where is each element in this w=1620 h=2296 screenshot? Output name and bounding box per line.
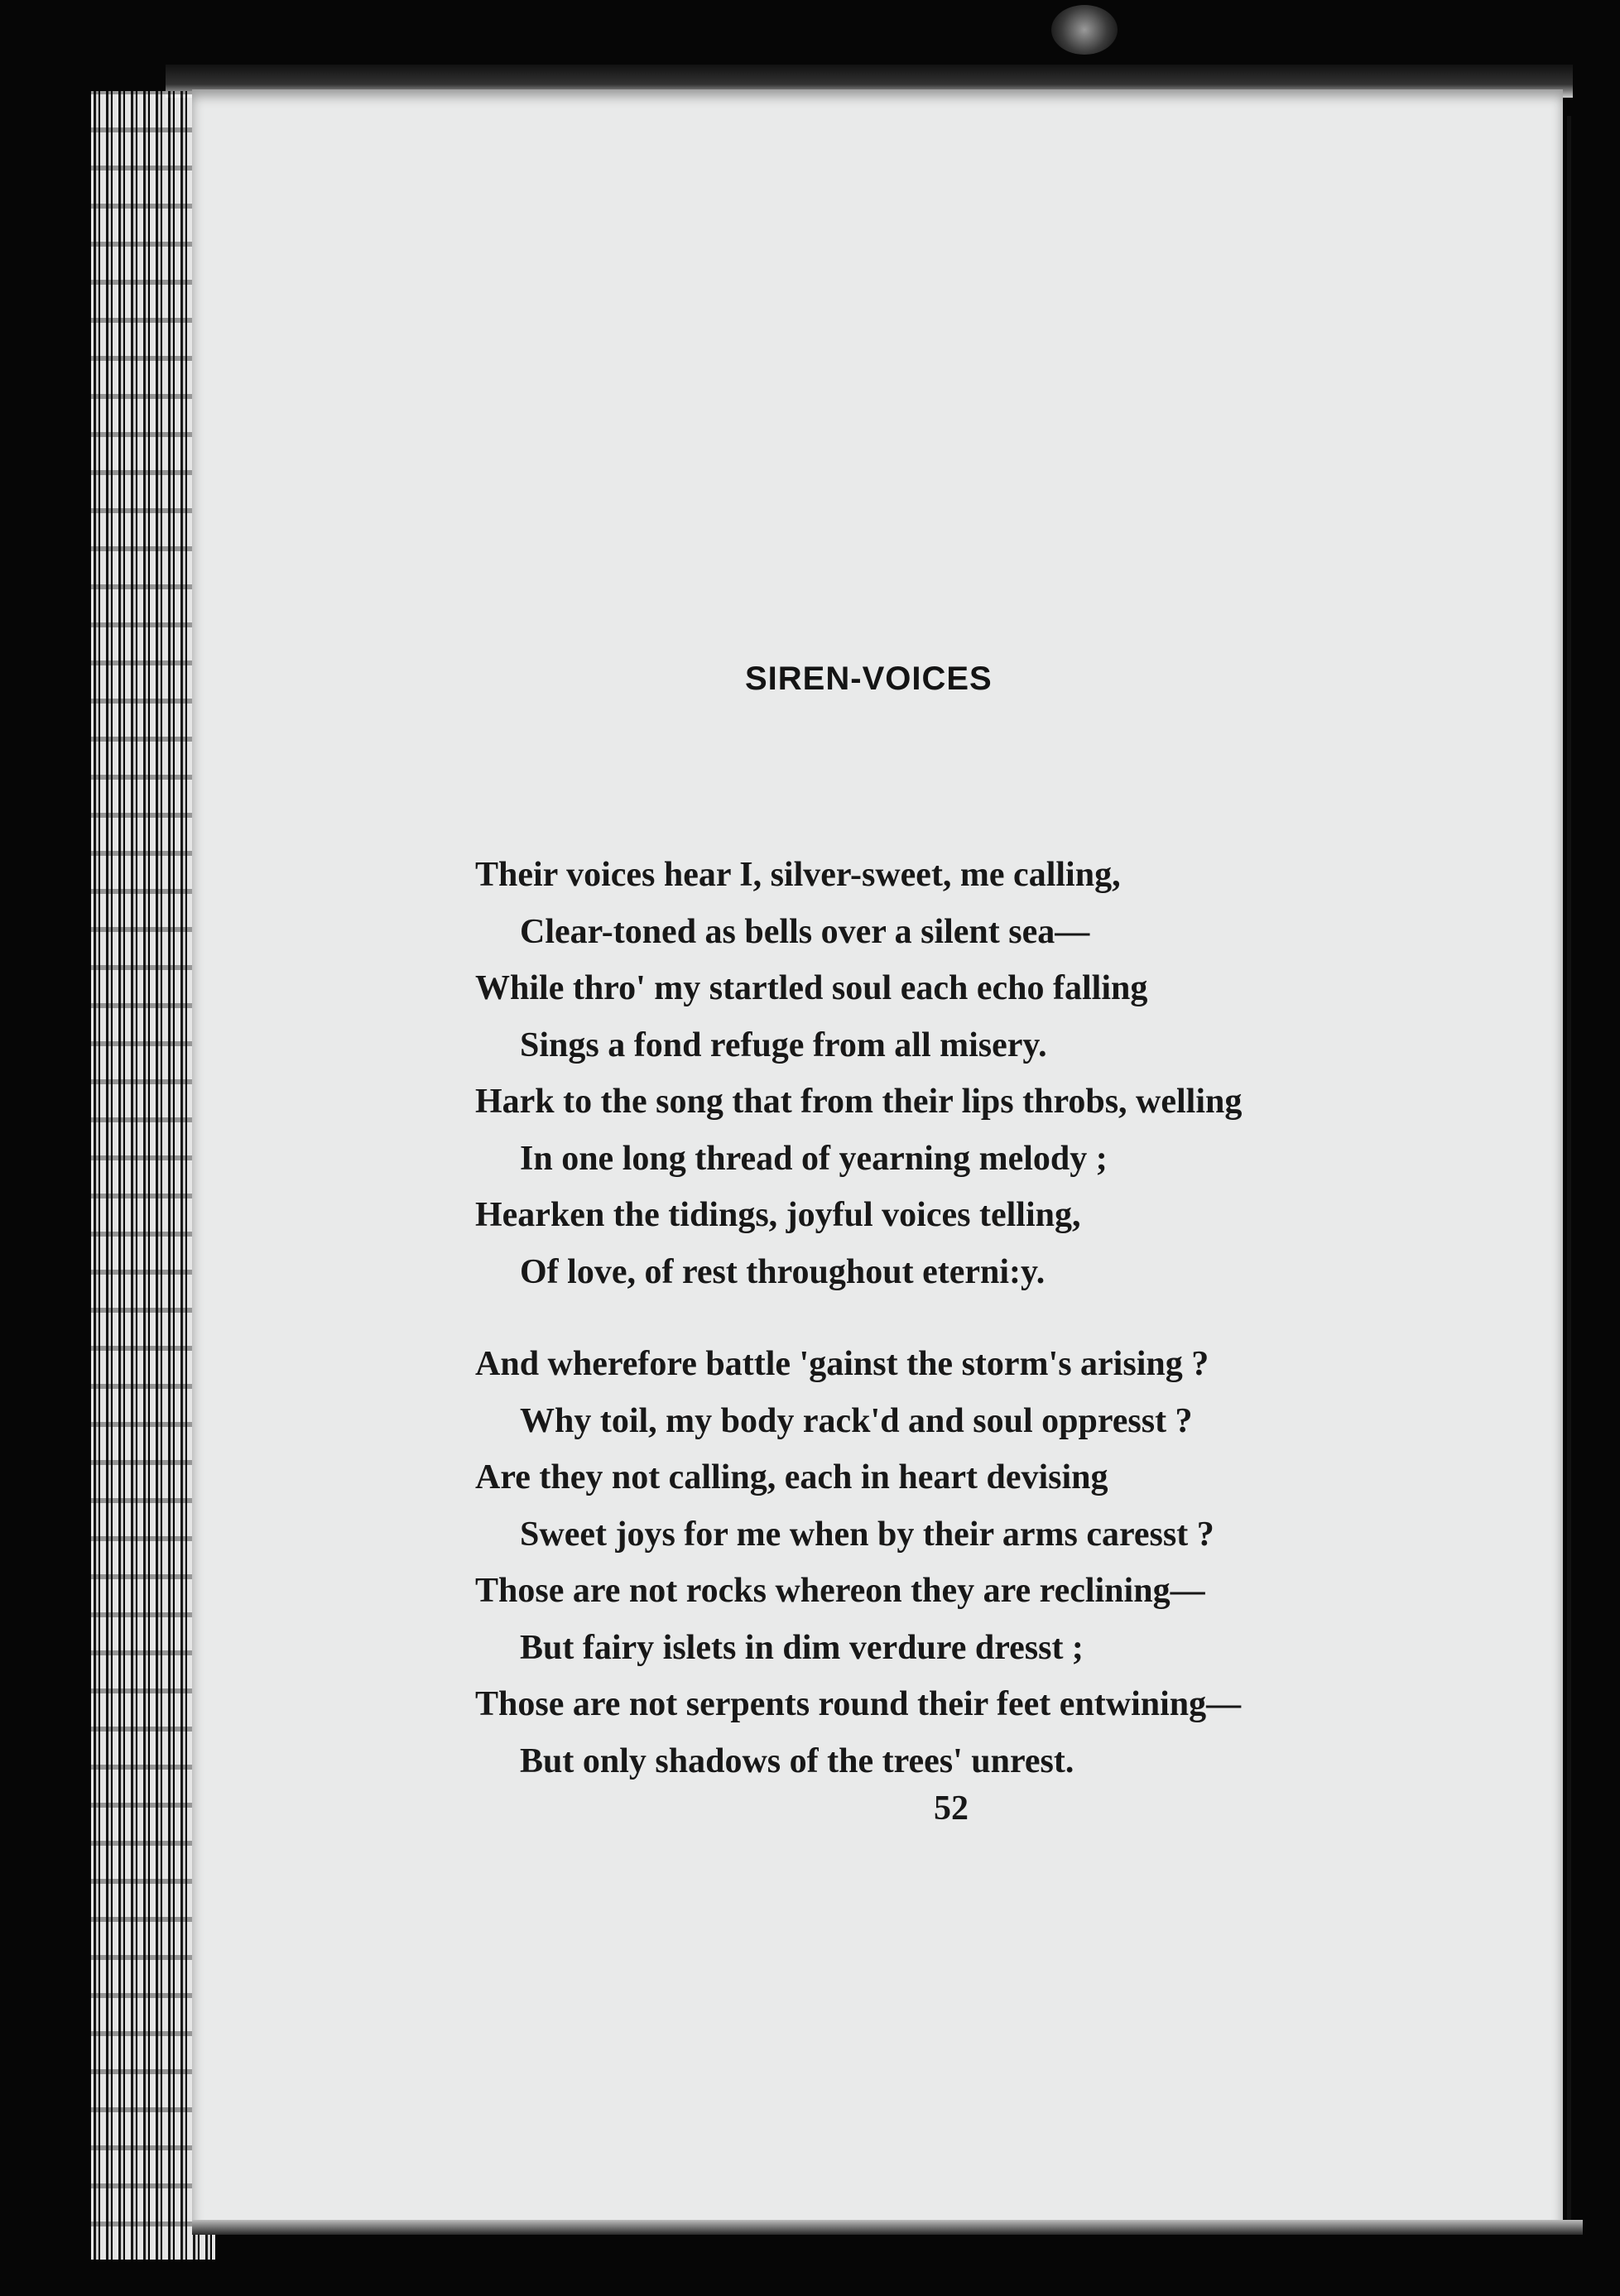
verse-line: Are they not calling, each in heart devising <box>475 1458 1108 1496</box>
verse-line: Their voices hear I, silver-sweet, me calling, <box>475 856 1121 894</box>
poem-title: SIREN-VOICES <box>745 660 993 697</box>
stanza-2 <box>475 1336 1469 1789</box>
verse-line: Why toil, my body rack'd and soul oppresst ? <box>520 1401 1193 1440</box>
verse-line: Sweet joys for me when by their arms caresst ? <box>520 1515 1214 1554</box>
verse-line: Those are not serpents round their feet entwining— <box>475 1685 1242 1723</box>
verse-line: While thro' my startled soul each echo falling <box>475 969 1148 1007</box>
facing-page-edge <box>1567 116 1571 2235</box>
scan-blot <box>1051 5 1118 55</box>
verse-line: And wherefore battle 'gainst the storm's arising ? <box>475 1345 1209 1383</box>
page-bottom-edge <box>192 2220 1583 2235</box>
verse-line: But only shadows of the trees' unrest. <box>520 1741 1074 1780</box>
stanza-1 <box>475 847 1469 1300</box>
verse-line: In one long thread of yearning melody ; <box>520 1139 1108 1178</box>
verse-line: Sings a fond refuge from all misery. <box>520 1026 1047 1064</box>
verse-line: Of love, of rest throughout eterni:y. <box>520 1252 1046 1291</box>
verse-line: Those are not rocks whereon they are reclining— <box>475 1572 1205 1610</box>
verse-line: Clear-toned as bells over a silent sea— <box>520 912 1090 951</box>
verse-line: Hark to the song that from their lips throbs, welling <box>475 1083 1243 1121</box>
verse-line: But fairy islets in dim verdure dresst ; <box>520 1628 1084 1667</box>
page-number: 52 <box>934 1789 969 1828</box>
verse-line: Hearken the tidings, joyful voices telling, <box>475 1196 1081 1234</box>
